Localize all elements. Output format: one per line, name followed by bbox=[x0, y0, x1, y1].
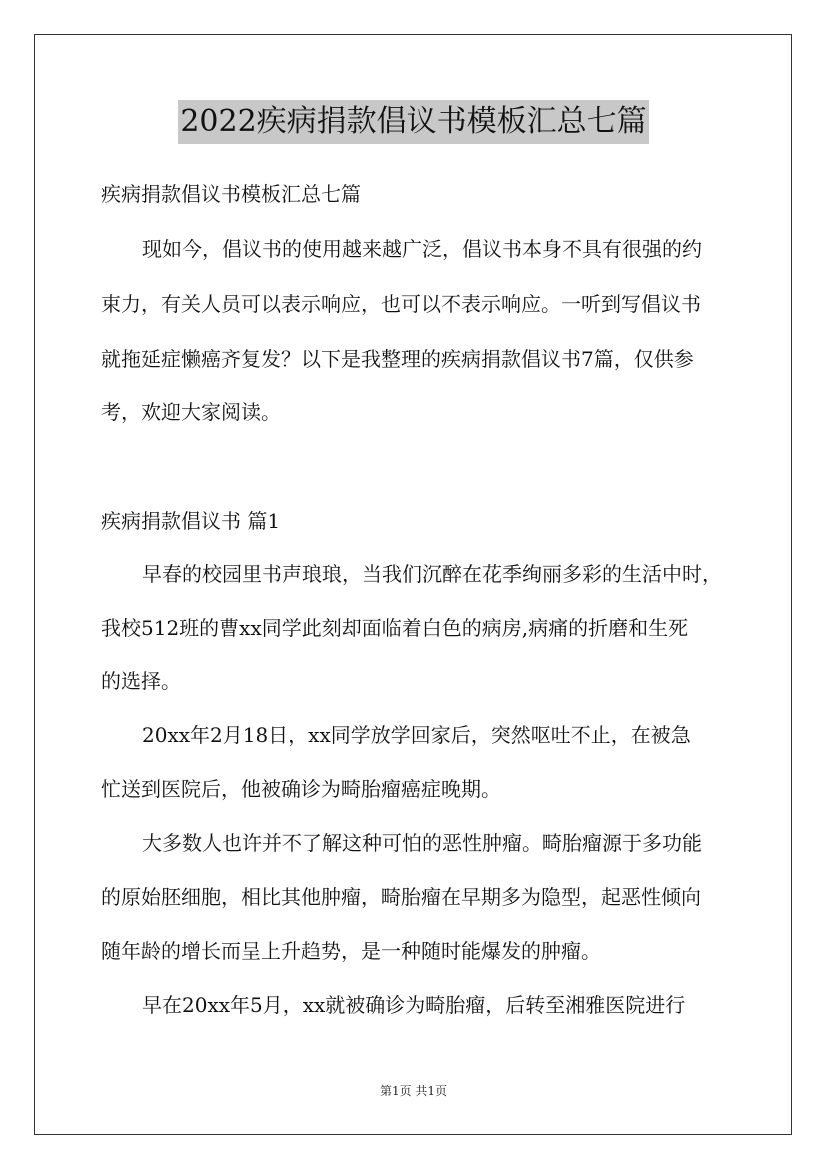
body-line: 20xx年2月18日，xx同学放学回家后，突然呕吐不止，在被急 bbox=[142, 723, 691, 747]
body-line: 随年龄的增长而呈上升趋势，是一种随时能爆发的肿瘤。 bbox=[101, 939, 601, 963]
page-footer: 第1页 共1页 bbox=[379, 1084, 448, 1098]
document-subtitle: 疾病捐款倡议书模板汇总七篇 bbox=[101, 182, 361, 206]
intro-line: 就拖延症懒癌齐复发？以下是我整理的疾病捐款倡议书7篇，仅供参 bbox=[101, 347, 694, 371]
body-line: 早春的校园里书声琅琅，当我们沉醉在花季绚丽多彩的生活中时， bbox=[142, 562, 722, 586]
body-line: 我校512班的曹xx同学此刻却面临着白色的病房,病痛的折磨和生死 bbox=[101, 616, 689, 640]
document-title: 2022疾病捐款倡议书模板汇总七篇 bbox=[178, 100, 648, 144]
title-container bbox=[0, 100, 827, 144]
body-line: 早在20xx年5月，xx就被确诊为畸胎瘤，后转至湘雅医院进行 bbox=[142, 993, 686, 1017]
intro-line: 现如今，倡议书的使用越来越广泛，倡议书本身不具有很强的约 bbox=[142, 237, 702, 261]
intro-line: 束力，有关人员可以表示响应，也可以不表示响应。一听到写倡议书 bbox=[101, 292, 701, 316]
body-line: 的选择。 bbox=[101, 669, 181, 693]
body-line: 忙送到医院后，他被确诊为畸胎瘤癌症晚期。 bbox=[101, 777, 501, 801]
intro-line: 考，欢迎大家阅读。 bbox=[101, 400, 281, 424]
body-line: 大多数人也许并不了解这种可怕的恶性肿瘤。畸胎瘤源于多功能 bbox=[142, 831, 702, 855]
section-heading: 疾病捐款倡议书 篇1 bbox=[101, 509, 281, 533]
body-line: 的原始胚细胞，相比其他肿瘤，畸胎瘤在早期多为隐型，起恶性倾向 bbox=[101, 885, 701, 909]
